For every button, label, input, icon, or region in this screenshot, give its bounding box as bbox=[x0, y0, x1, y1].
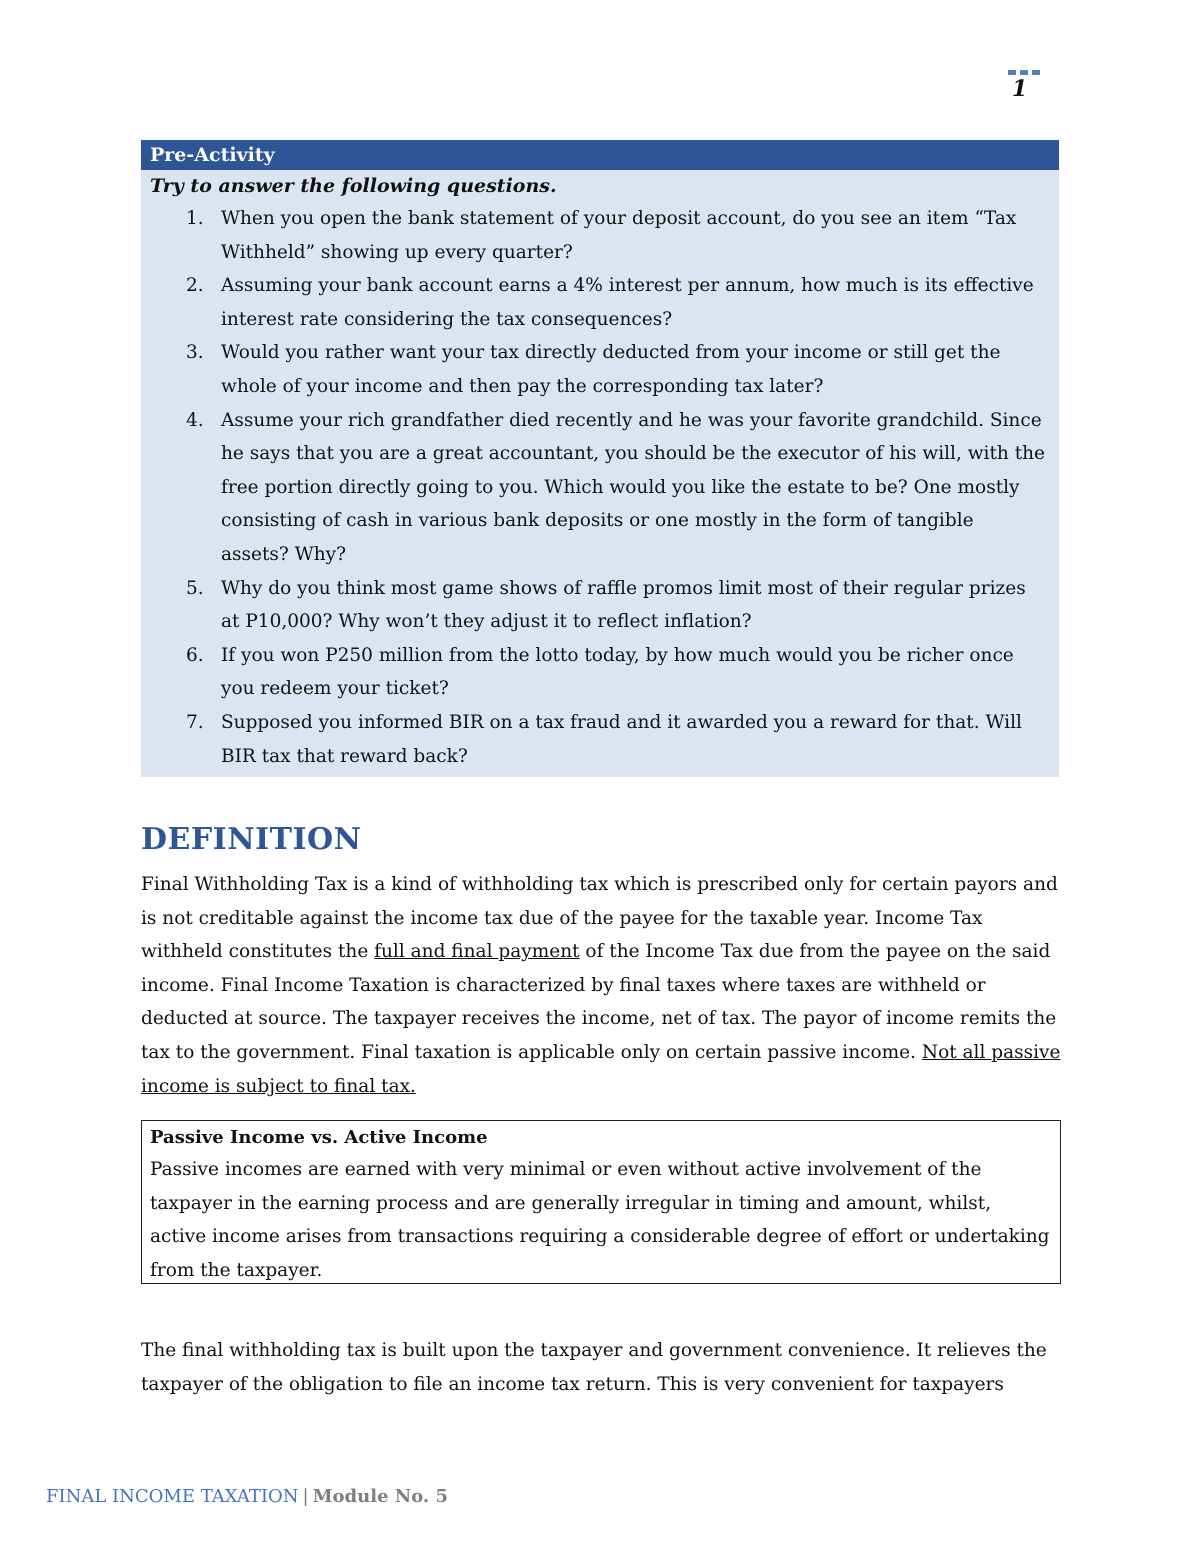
question-number: 4. bbox=[186, 409, 204, 431]
question-item bbox=[141, 639, 1059, 706]
question-text: Would you rather want your tax directly deducted from your income or still get the whole of your income and then pay the corresponding tax later? bbox=[221, 342, 1001, 397]
definition-paragraph bbox=[141, 868, 1061, 1103]
page-number-decoration bbox=[1008, 70, 1040, 75]
definition-emphasis: Not all passive income is subject to final tax. bbox=[141, 1041, 1061, 1097]
footer-module: Module No. 5 bbox=[312, 1486, 448, 1507]
pre-activity-box bbox=[141, 140, 1059, 777]
passive-box-text: Passive incomes are earned with very minimal or even without active involvement of the taxpayer in the earning process and are generally irregular in timing and amount, whilst, active income arises from transactions requiring a considerable degree of effort or undertaking from the taxpayer. bbox=[150, 1159, 1050, 1281]
question-number: 7. bbox=[186, 711, 204, 733]
question-text: Supposed you informed BIR on a tax fraud and it awarded you a reward for that. Will BIR tax that reward back? bbox=[221, 711, 1022, 767]
definition-text: Final Withholding Tax is a kind of withholding tax which is prescribed only for certain payors and is not creditable against the income tax due of the payee for the taxable year. Income Tax withheld constitutes the bbox=[141, 874, 1058, 963]
page-number: 1 bbox=[1012, 76, 1028, 102]
pre-activity-instruction: Try to answer the following questions. bbox=[150, 175, 557, 197]
footer bbox=[46, 1486, 448, 1507]
decoration-dot bbox=[1020, 70, 1028, 75]
question-item bbox=[141, 404, 1059, 572]
question-number: 3. bbox=[186, 342, 204, 364]
definition-emphasis: full and final payment bbox=[374, 941, 580, 963]
question-text: When you open the bank statement of your deposit account, do you see an item “Tax Withheld” showing up every quarter? bbox=[221, 208, 1017, 263]
closing-paragraph: The final withholding tax is built upon the taxpayer and government convenience. It relieves the taxpayer of the obligation to file an income tax return. This is very convenient for taxpayers bbox=[141, 1340, 1047, 1395]
question-item bbox=[141, 336, 1059, 403]
definition-heading: DEFINITION bbox=[141, 822, 362, 857]
decoration-dot bbox=[1032, 70, 1040, 75]
question-number: 6. bbox=[186, 644, 204, 666]
question-text: If you won P250 million from the lotto today, by how much would you be richer once you redeem your ticket? bbox=[221, 644, 1014, 700]
definition-text: of the Income Tax due from the payee on the said income. Final Income Taxation is characterized by final taxes where taxes are withheld or deducted at source. The taxpayer receives the income, net of tax. The payor of income remits the tax to the government. Final taxation is applicable only on certain passive income. bbox=[141, 941, 1057, 1063]
decoration-dot bbox=[1008, 70, 1016, 75]
question-item bbox=[141, 572, 1059, 639]
passive-vs-active-box bbox=[141, 1120, 1061, 1284]
pre-activity-header: Pre-Activity bbox=[141, 140, 1059, 170]
question-text: Assume your rich grandfather died recently and he was your favorite grandchild. Since he says that you are a great accountant, you should be the executor of his will, with the free portion directly going to you. Which would you like the estate to be? One mostly consisting of cash in various bank deposits or one mostly in the form of tangible assets? Why? bbox=[221, 409, 1045, 565]
question-text: Why do you think most game shows of raffle promos limit most of their regular prizes at P10,000? Why won’t they adjust it to reflect inflation? bbox=[221, 577, 1026, 633]
passive-box-title: Passive Income vs. Active Income bbox=[150, 1127, 488, 1148]
question-item bbox=[141, 706, 1059, 773]
question-number: 5. bbox=[186, 577, 204, 599]
question-item bbox=[141, 202, 1059, 269]
question-item bbox=[141, 269, 1059, 336]
question-number: 2. bbox=[186, 275, 204, 297]
question-list bbox=[141, 202, 1059, 773]
question-number: 1. bbox=[186, 208, 204, 229]
footer-separator: | bbox=[302, 1486, 309, 1507]
question-text: Assuming your bank account earns a 4% interest per annum, how much is its effective interest rate considering the tax consequences? bbox=[221, 275, 1034, 330]
footer-title: FINAL INCOME TAXATION bbox=[46, 1486, 299, 1507]
